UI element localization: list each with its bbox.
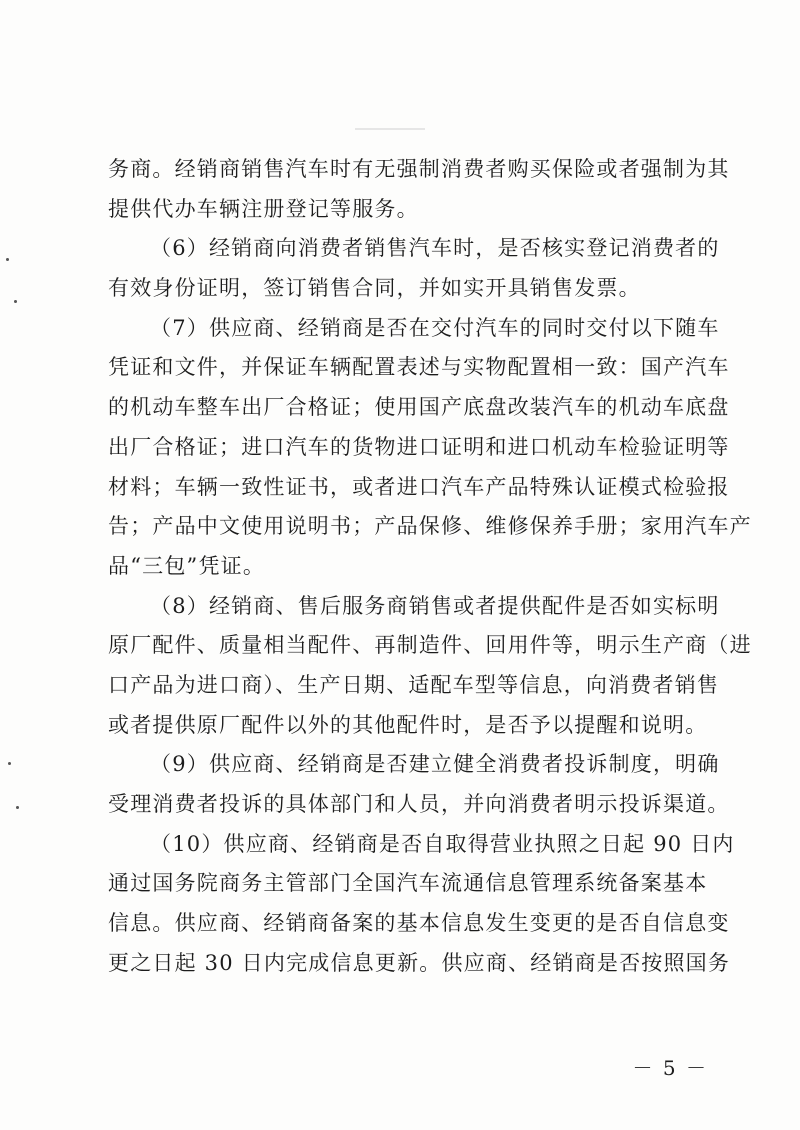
text-line: （7）供应商、经销商是否在交付汽车的同时交付以下随车 [150, 315, 720, 340]
text-line: 凭证和文件，并保证车辆配置表述与实物配置相一致：国产汽车 [108, 355, 730, 380]
text-line: （10）供应商、经销商是否自取得营业执照之日起 90 日内 [150, 831, 735, 856]
scan-artifact [16, 806, 19, 809]
text-line: 更之日起 30 日内完成信息更新。供应商、经销商是否按照国务 [108, 950, 731, 975]
text-line: 务商。经销商销售汽车时有无强制消费者购买保险或者强制为其 [108, 157, 730, 181]
text-line: 提供代办车辆注册登记等服务。 [108, 196, 419, 221]
text-line: （6）经销商向消费者销售汽车时，是否核实登记消费者的 [150, 236, 720, 261]
text-line: （8）经销商、售后服务商销售或者提供配件是否如实标明 [150, 593, 720, 618]
scan-artifact [14, 300, 17, 303]
scan-artifact [355, 128, 425, 130]
text-line: 告；产品中文使用说明书；产品保修、维修保养手册；家用汽车产 [108, 514, 752, 539]
scan-artifact [8, 762, 11, 765]
text-line: 原厂配件、质量相当配件、再制造件、回用件等，明示生产商（进 [108, 633, 752, 658]
text-line: 材料；车辆一致性证书，或者进口汽车产品特殊认证模式检验报 [108, 474, 730, 499]
text-line: （9）供应商、经销商是否建立健全消费者投诉制度，明确 [150, 752, 720, 777]
text-line: 口产品为进口商）、生产日期、适配车型等信息，向消费者销售 [108, 672, 720, 697]
text-line: 出厂合格证；进口汽车的货物进口证明和进口机动车检验证明等 [108, 434, 730, 459]
body-text [108, 150, 752, 983]
text-line: 受理消费者投诉的具体部门和人员，并向消费者明示投诉渠道。 [108, 792, 730, 816]
text-line: 有效身份证明，签订销售合同，并如实开具销售发票。 [108, 276, 641, 301]
text-line: 信息。供应商、经销商备案的基本信息发生变更的是否自信息变 [108, 911, 730, 936]
text-line: 通过国务院商务主管部门全国汽车流通信息管理系统备案基本 [108, 871, 708, 896]
text-line: 的机动车整车出厂合格证；使用国产底盘改装汽车的机动车底盘 [108, 395, 730, 420]
page-number: － 5 － [632, 1056, 708, 1080]
text-line: 或者提供原厂配件以外的其他配件时，是否予以提醒和说明。 [108, 712, 708, 737]
text-line: 品“三包”凭证。 [108, 553, 266, 578]
scan-artifact [6, 258, 9, 261]
